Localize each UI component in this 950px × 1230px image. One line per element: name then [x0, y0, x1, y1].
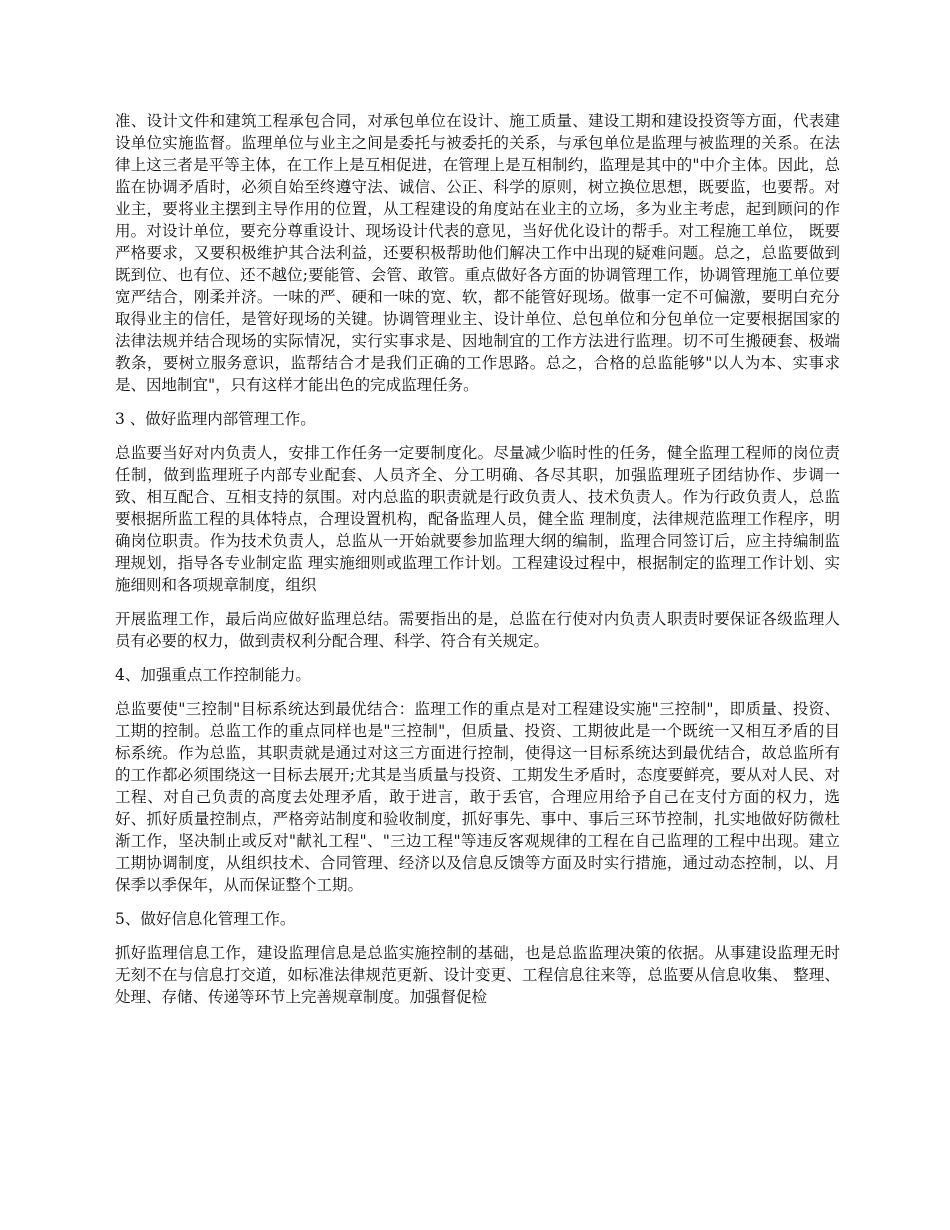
- paragraph-internal-management: 总监要当好对内负责人，安排工作任务一定要制度化。尽量减少临时性的任务，健全监理工程师的岗位责任制，做到监理班子内部专业配套、人员齐全、分工明确、各尽其职，加强监理班子团结协作、步调一致、相互配合、互相支持的氛围。对内总监的职责就是行政负责人、技术负责人。作为行政负责人，总监要根据所监工程的具体特点，合理设置机构，配备监理人员，健全监 理制度，法律规范监理工作程序，明确岗位职责。作为技术负责人，总监从一开始就要参加监理大纲的编制，监理合同签订后，应主持编制监理规划，指导各专业制定监 理实施细则或监理工作计划。工程建设过程中，根据制定的监理工作计划、实施细则和各项规章制度，组织: [115, 444, 840, 594]
- paragraph-internal-management-continued: 开展监理工作，最后尚应做好监理总结。需要指出的是，总监在行使对内负责人职责时要保证各级监理人员有必要的权力，做到责权利分配合理、科学、符合有关规定。: [115, 610, 840, 650]
- paragraph-coordination: 准、设计文件和建筑工程承包合同，对承包单位在设计、施工质量、建设工期和建设投资等方面，代表建设单位实施监督。监理单位与业主之间是委托与被委托的关系，与承包单位是监理与被监理的关系。在法律上这三者是平等主体，在工作上是互相促进，在管理上是互相制约，监理是其中的"中介主体。因此，总监在协调矛盾时，必须自始至终遵守法、诚信、公正、科学的原则，树立换位思想，既要监，也要帮。对业主，要将业主摆到主导作用的位置，从工程建设的角度站在业主的立场，多为业主考虑，起到顾问的作用。对设计单位，要充分尊重设计、现场设计代表的意见，当好优化设计的帮手。对工程施工单位， 既要严格要求，又要积极维护其合法利益，还要积极帮助他们解决工作中出现的疑难问题。总之，总监要做到既到位、也有位、还不越位;要能管、会管、敢管。重点做好各方面的协调管理工作，协调管理施工单位要宽严结合，刚柔并济。一味的严、硬和一味的宽、软，都不能管好现场。做事一定不可偏激，要明白充分取得业主的信任，是管好现场的关键。协调管理业主、设计单位、总包单位和分包单位一定要根据国家的法律法规并结合现场的实际情况，实行实事求是、因地制宜的工作方法进行监理。切不可生搬硬套、极端教条，要树立服务意识，监帮结合才是我们正确的工作思路。总之，合格的总监能够"以人为本、实事求是、因地制宜"，只有这样才能出色的完成监理任务。: [115, 112, 840, 394]
- section-heading-key-control: 4、加强重点工作控制能力。: [115, 666, 311, 684]
- paragraph-key-control: 总监要使"三控制"目标系统达到最优结合：监理工作的重点是对工程建设实施"三控制"，即质量、投资、工期的控制。总监工作的重点同样也是"三控制"，但质量、投资、工期彼此是一个既统一又相互矛盾的目标系统。作为总监，其职责就是通过对这三方面进行控制，使得这一目标系统达到最优结合，故总监所有的工作都必须围绕这一目标去展开;尤其是当质量与投资、工期发生矛盾时，态度要鲜亮，要从对人民、对工程、对自己负责的高度去处理矛盾，敢于进言，敢于丢官，合理应用给予自己在支付方面的权力，选好、抓好质量控制点，严格旁站制度和验收制度，抓好事先、事中、事后三环节控制，扎实地做好防微杜渐工作，坚决制止或反对"献礼工程"、"三边工程"等违反客观规律的工程在自己监理的工程中出现。建立工期协调制度，从组织技术、合同管理、经济以及信息反馈等方面及时实行措施，通过动态控制，以、月保季以季保年，从而保证整个工期。: [115, 700, 840, 894]
- section-heading-internal-management: 3 、做好监理内部管理工作。: [115, 410, 316, 428]
- paragraph-information-management: 抓好监理信息工作，建设监理信息是总监实施控制的基础，也是总监监理决策的依据。从事建设监理无时无刻不在与信息打交道，如标准法律规范更新、设计变更、工程信息往来等，总监要从信息收集、 整理、处理、存储、传递等环节上完善规章制度。加强督促检: [115, 944, 840, 1006]
- document-page: [115, 110, 840, 1020]
- section-heading-information-management: 5、做好信息化管理工作。: [115, 910, 296, 928]
